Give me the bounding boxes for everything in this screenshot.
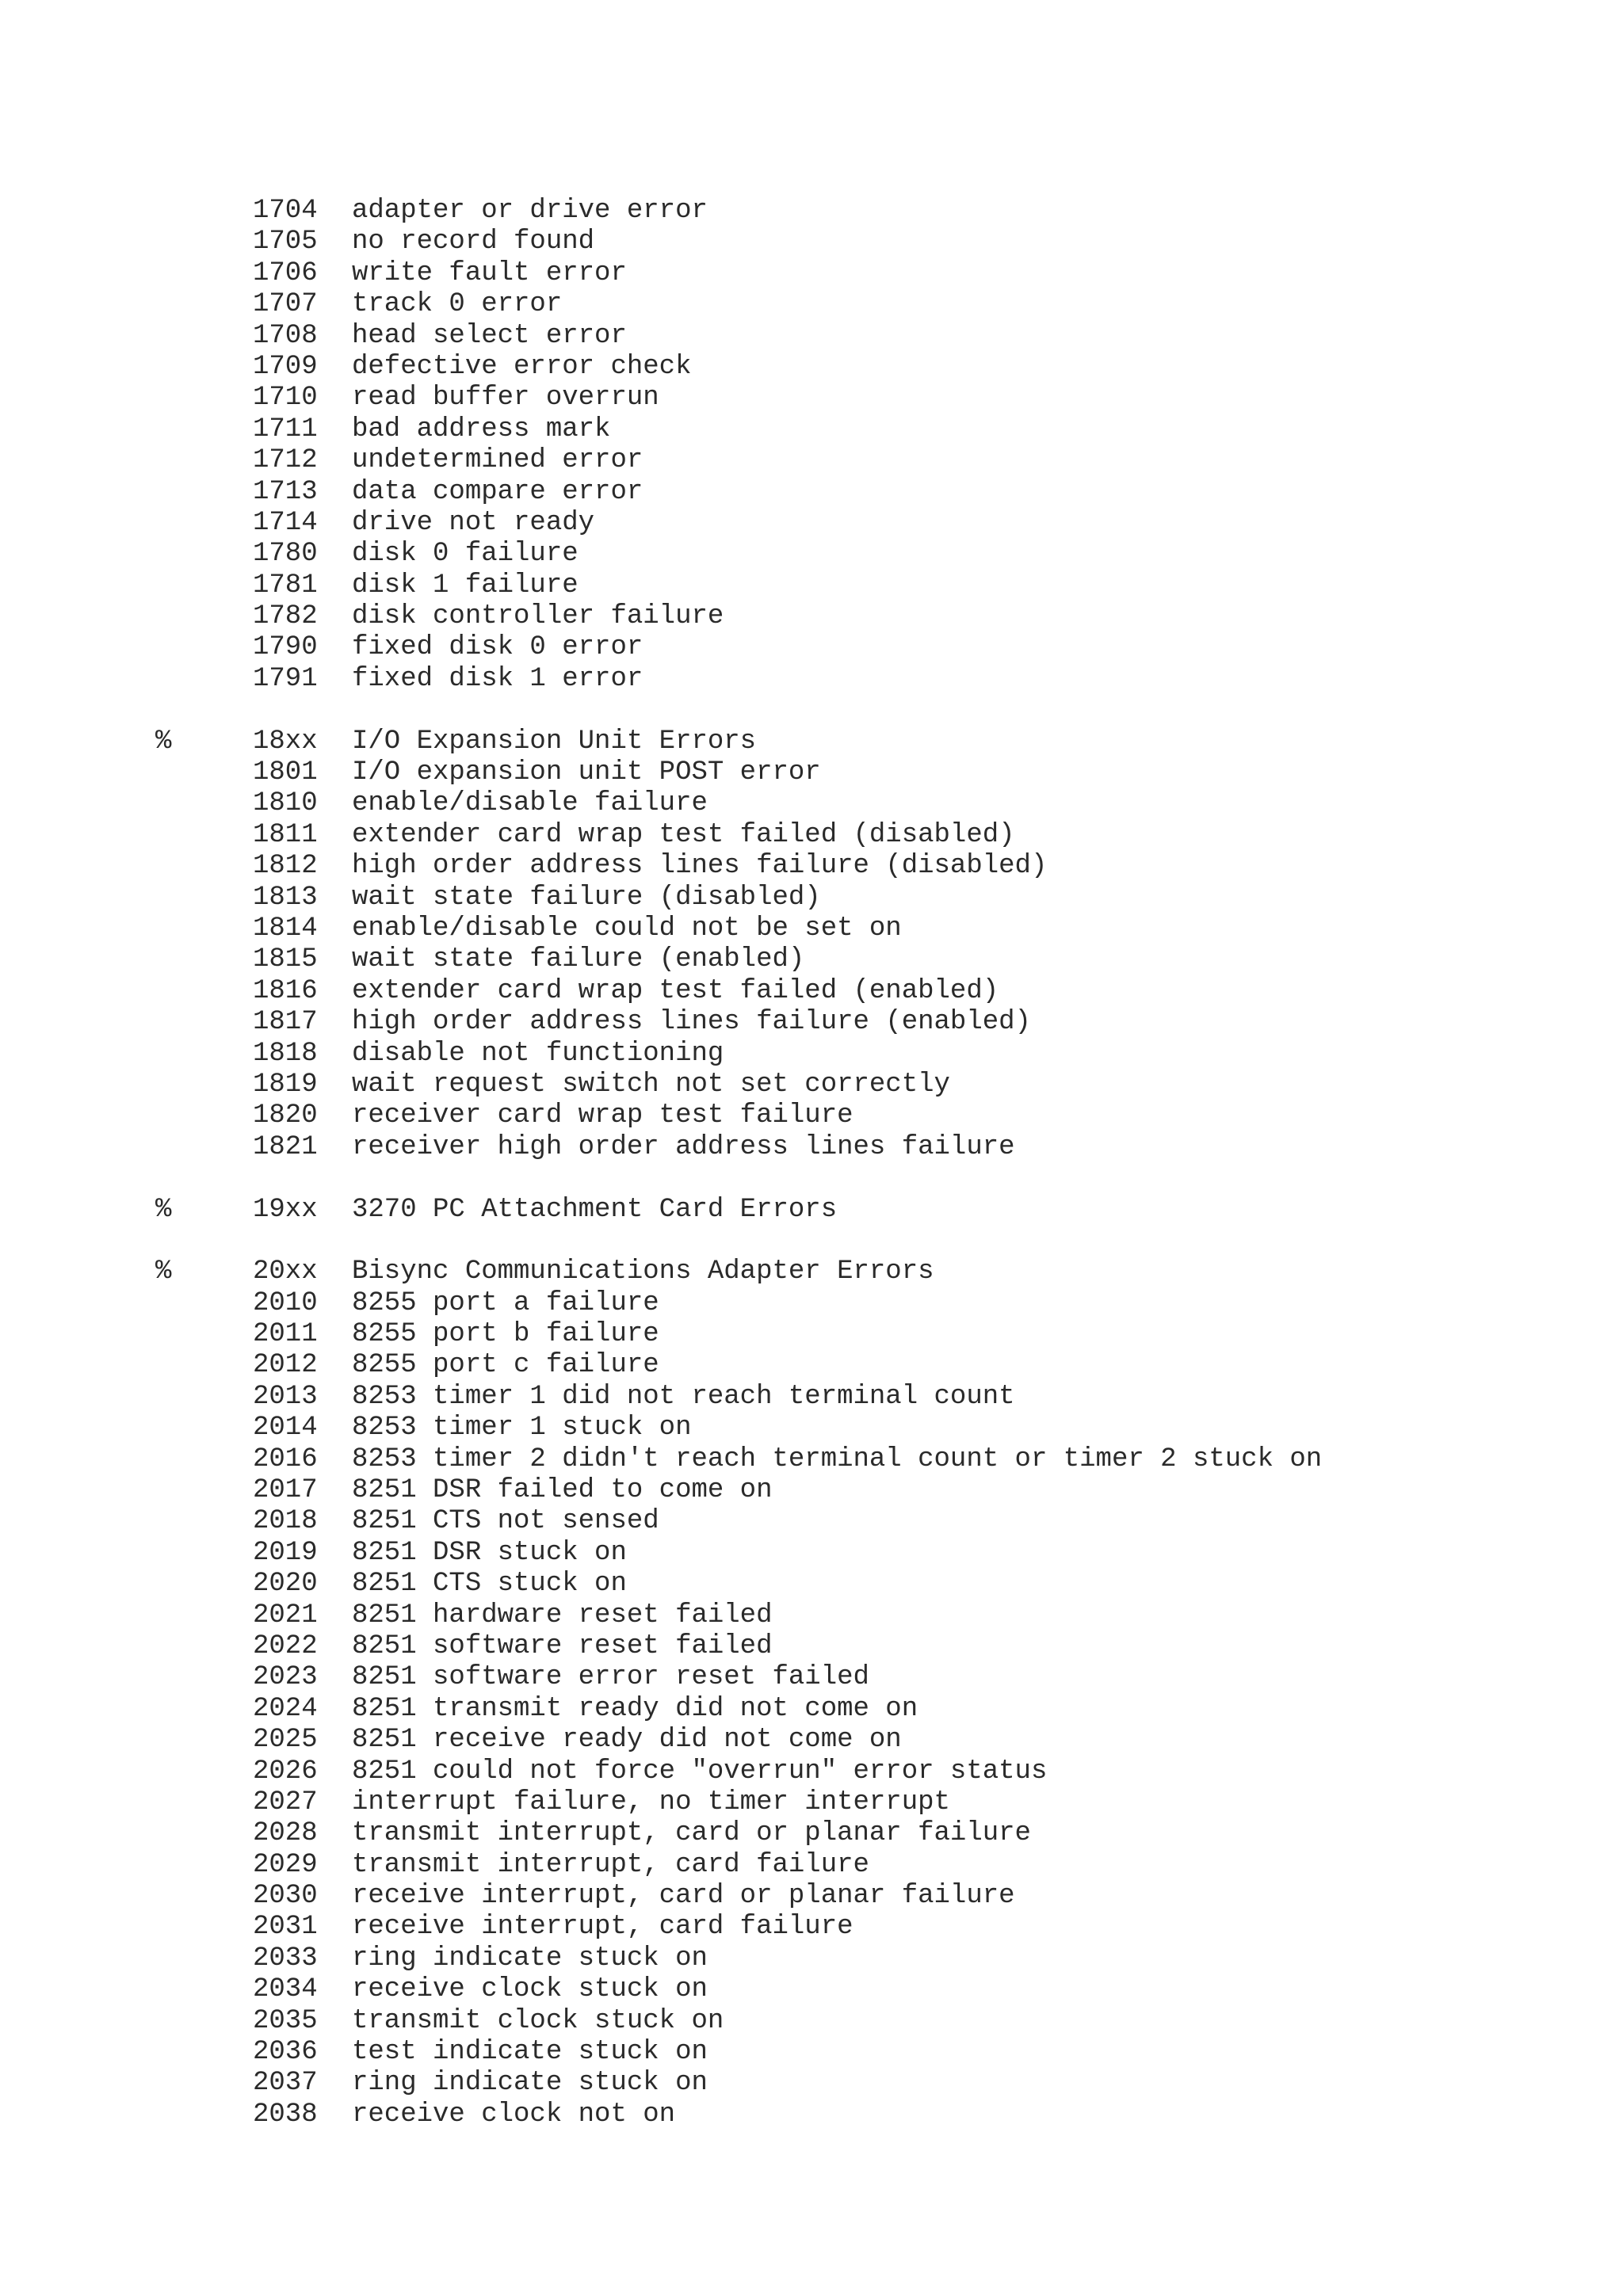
error-entry	[0, 1974, 1623, 2005]
blank-line	[0, 695, 1623, 726]
error-description: receiver card wrap test failure	[352, 1100, 854, 1131]
error-description: ring indicate stuck on	[352, 2068, 708, 2099]
error-description: receive clock not on	[352, 2099, 676, 2130]
error-code: 1820	[253, 1100, 318, 1131]
error-code: 1707	[253, 289, 318, 320]
error-entry	[0, 2006, 1623, 2037]
error-entry	[0, 477, 1623, 508]
error-entry	[0, 1319, 1623, 1350]
error-description: high order address lines failure (enabled)	[352, 1007, 1031, 1038]
error-entry	[0, 1100, 1623, 1131]
error-code: 1712	[253, 445, 318, 476]
error-description: read buffer overrun	[352, 383, 659, 414]
error-description: wait state failure (disabled)	[352, 882, 821, 913]
error-entry	[0, 2100, 1623, 2130]
error-description: no record found	[352, 227, 595, 257]
error-description: 8253 timer 1 did not reach terminal count	[352, 1381, 1015, 1412]
error-description: transmit interrupt, card failure	[352, 1849, 869, 1880]
error-description: transmit interrupt, card or planar failure	[352, 1818, 1031, 1849]
error-entry	[0, 1288, 1623, 1319]
error-code: 1705	[253, 227, 318, 257]
section-header	[0, 727, 1623, 757]
error-code: 2036	[253, 2037, 318, 2068]
error-description: wait state failure (enabled)	[352, 944, 805, 975]
error-code-listing	[0, 196, 1623, 2130]
error-code: 1801	[253, 757, 318, 788]
error-entry	[0, 1444, 1623, 1475]
section-title: I/O Expansion Unit Errors	[352, 726, 757, 757]
error-description: receiver high order address lines failure	[352, 1131, 1015, 1162]
error-code: 1714	[253, 507, 318, 538]
error-code: 1811	[253, 819, 318, 850]
error-entry	[0, 788, 1623, 819]
error-description: fixed disk 1 error	[352, 663, 643, 694]
error-code: 2010	[253, 1287, 318, 1318]
error-description: receive interrupt, card failure	[352, 1912, 854, 1943]
error-description: high order address lines failure (disabled)	[352, 851, 1048, 882]
error-description: 8251 receive ready did not come on	[352, 1725, 902, 1756]
error-entry	[0, 1007, 1623, 1038]
error-description: interrupt failure, no timer interrupt	[352, 1787, 950, 1817]
error-entry	[0, 570, 1623, 601]
error-entry	[0, 1382, 1623, 1413]
error-code: 1706	[253, 257, 318, 288]
error-code: 2037	[253, 2068, 318, 2099]
error-entry	[0, 1070, 1623, 1100]
error-code: 1816	[253, 975, 318, 1006]
section-marker: %	[155, 1194, 172, 1225]
error-entry	[0, 820, 1623, 851]
error-entry	[0, 1413, 1623, 1444]
error-description: disk controller failure	[352, 601, 724, 632]
error-code: 2033	[253, 1943, 318, 1974]
error-description: 8251 DSR failed to come on	[352, 1475, 773, 1506]
error-code: 2030	[253, 1881, 318, 1912]
error-entry	[0, 1912, 1623, 1943]
error-code: 2029	[253, 1849, 318, 1880]
error-description: head select error	[352, 320, 627, 351]
error-entry	[0, 289, 1623, 320]
error-description: 8253 timer 1 stuck on	[352, 1413, 692, 1444]
error-entry	[0, 944, 1623, 975]
error-code: 1791	[253, 663, 318, 694]
error-description: 8251 CTS stuck on	[352, 1569, 627, 1600]
section-header	[0, 1257, 1623, 1287]
error-entry	[0, 1475, 1623, 1506]
error-entry	[0, 2037, 1623, 2068]
error-description: 8251 DSR stuck on	[352, 1537, 627, 1568]
error-entry	[0, 414, 1623, 445]
error-code: 1810	[253, 788, 318, 819]
error-description: disable not functioning	[352, 1038, 724, 1069]
error-code: 2016	[253, 1444, 318, 1474]
error-description: ring indicate stuck on	[352, 1943, 708, 1974]
error-code: 1790	[253, 632, 318, 663]
error-entry	[0, 601, 1623, 632]
error-description: 8255 port c failure	[352, 1350, 659, 1381]
blank-line	[0, 1226, 1623, 1257]
error-description: data compare error	[352, 476, 643, 507]
error-description: 8251 software error reset failed	[352, 1662, 869, 1693]
error-description: disk 1 failure	[352, 570, 579, 601]
error-description: track 0 error	[352, 289, 563, 320]
error-description: receive interrupt, card or planar failure	[352, 1881, 1015, 1912]
error-entry	[0, 1631, 1623, 1662]
error-code: 2034	[253, 1974, 318, 2005]
error-code: 1813	[253, 882, 318, 913]
error-description: disk 0 failure	[352, 539, 579, 570]
error-code: 1812	[253, 851, 318, 882]
error-code: 2025	[253, 1725, 318, 1756]
error-entry	[0, 445, 1623, 476]
error-entry	[0, 1881, 1623, 1912]
error-entry	[0, 1694, 1623, 1725]
section-code: 19xx	[253, 1194, 318, 1225]
error-description: extender card wrap test failed (disabled)	[352, 819, 1015, 850]
error-description: enable/disable could not be set on	[352, 913, 902, 944]
error-entry	[0, 352, 1623, 383]
error-description: 8251 transmit ready did not come on	[352, 1693, 918, 1724]
error-description: 8251 software reset failed	[352, 1630, 773, 1661]
error-description: write fault error	[352, 257, 627, 288]
error-entry	[0, 2068, 1623, 2099]
error-description: 8251 CTS not sensed	[352, 1506, 659, 1537]
error-entry	[0, 913, 1623, 944]
error-code: 2011	[253, 1319, 318, 1350]
error-code: 2013	[253, 1381, 318, 1412]
error-code: 1814	[253, 913, 318, 944]
error-code: 2012	[253, 1350, 318, 1381]
blank-line	[0, 1163, 1623, 1194]
error-entry	[0, 1569, 1623, 1600]
error-entry	[0, 1600, 1623, 1631]
error-entry	[0, 383, 1623, 414]
error-code: 1704	[253, 196, 318, 226]
error-entry	[0, 539, 1623, 570]
error-entry	[0, 1662, 1623, 1693]
error-entry	[0, 508, 1623, 539]
error-code: 1782	[253, 601, 318, 632]
error-description: receive clock stuck on	[352, 1974, 708, 2005]
error-code: 2017	[253, 1475, 318, 1506]
error-entry	[0, 1787, 1623, 1818]
error-description: adapter or drive error	[352, 196, 708, 226]
error-code: 1815	[253, 944, 318, 975]
error-code: 1819	[253, 1069, 318, 1100]
section-marker: %	[155, 726, 172, 757]
error-description: extender card wrap test failed (enabled)	[352, 975, 999, 1006]
error-entry	[0, 1850, 1623, 1881]
error-code: 2019	[253, 1537, 318, 1568]
error-code: 2024	[253, 1693, 318, 1724]
error-code: 1713	[253, 476, 318, 507]
error-entry	[0, 321, 1623, 352]
error-code: 2038	[253, 2099, 318, 2130]
error-code: 2022	[253, 1630, 318, 1661]
error-code: 1710	[253, 383, 318, 414]
error-code: 2014	[253, 1413, 318, 1444]
error-description: test indicate stuck on	[352, 2037, 708, 2068]
error-entry	[0, 1943, 1623, 1974]
error-code: 1708	[253, 320, 318, 351]
error-entry	[0, 1039, 1623, 1070]
error-code: 1818	[253, 1038, 318, 1069]
error-description: defective error check	[352, 351, 692, 382]
error-description: 8255 port a failure	[352, 1287, 659, 1318]
section-marker: %	[155, 1257, 172, 1287]
error-entry	[0, 196, 1623, 227]
error-description: 8255 port b failure	[352, 1319, 659, 1350]
error-description: I/O expansion unit POST error	[352, 757, 821, 788]
error-description: undetermined error	[352, 445, 643, 476]
error-code: 2028	[253, 1818, 318, 1849]
error-code: 2026	[253, 1756, 318, 1787]
error-entry	[0, 851, 1623, 882]
error-entry	[0, 1350, 1623, 1381]
error-code: 2021	[253, 1600, 318, 1630]
error-description: wait request switch not set correctly	[352, 1069, 950, 1100]
error-code: 2020	[253, 1569, 318, 1600]
error-entry	[0, 1132, 1623, 1163]
error-description: enable/disable failure	[352, 788, 708, 819]
error-entry	[0, 632, 1623, 663]
error-description: transmit clock stuck on	[352, 2005, 724, 2036]
error-entry	[0, 1756, 1623, 1787]
error-description: 8251 hardware reset failed	[352, 1600, 773, 1630]
error-entry	[0, 1538, 1623, 1569]
error-description: bad address mark	[352, 414, 611, 444]
section-header	[0, 1195, 1623, 1226]
error-code: 1711	[253, 414, 318, 444]
error-entry	[0, 227, 1623, 257]
error-entry	[0, 757, 1623, 788]
error-description: 8251 could not force "overrun" error status	[352, 1756, 1048, 1787]
section-code: 18xx	[253, 726, 318, 757]
error-entry	[0, 883, 1623, 913]
section-title: Bisync Communications Adapter Errors	[352, 1257, 934, 1287]
error-code: 1709	[253, 351, 318, 382]
error-description: 8253 timer 2 didn't reach terminal count or timer 2 stuck on	[352, 1444, 1323, 1474]
error-code: 2023	[253, 1662, 318, 1693]
section-title: 3270 PC Attachment Card Errors	[352, 1194, 838, 1225]
error-entry	[0, 258, 1623, 289]
error-code: 2018	[253, 1506, 318, 1537]
error-entry	[0, 1818, 1623, 1849]
error-entry	[0, 664, 1623, 695]
error-entry	[0, 976, 1623, 1007]
error-code: 1781	[253, 570, 318, 601]
error-description: fixed disk 0 error	[352, 632, 643, 663]
error-code: 1817	[253, 1007, 318, 1038]
error-description: drive not ready	[352, 507, 595, 538]
error-code: 2027	[253, 1787, 318, 1817]
error-code: 2035	[253, 2005, 318, 2036]
error-code: 1780	[253, 539, 318, 570]
error-entry	[0, 1506, 1623, 1537]
section-code: 20xx	[253, 1257, 318, 1287]
error-entry	[0, 1725, 1623, 1756]
error-code: 2031	[253, 1912, 318, 1943]
error-code: 1821	[253, 1131, 318, 1162]
